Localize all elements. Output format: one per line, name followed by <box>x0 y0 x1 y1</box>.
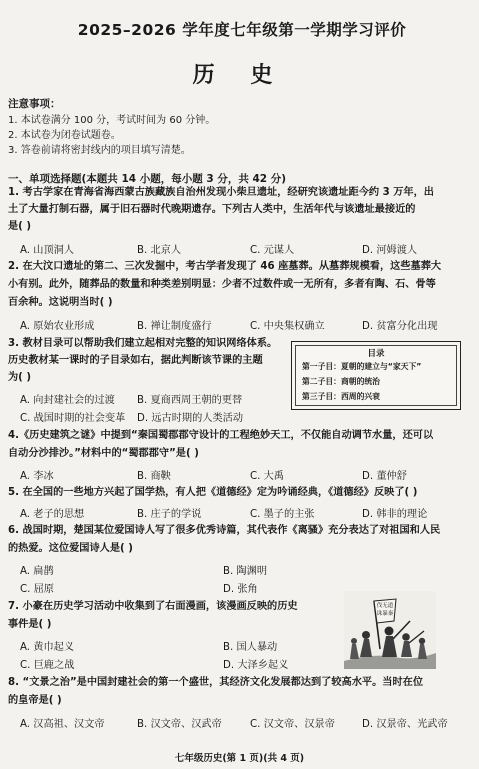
option-d[interactable]: D. 韩非的理论 <box>362 509 428 520</box>
question-text: 5. 在全国的一些地方兴起了国学热，有人把《道德经》定为吟诵经典，《道德经》反映了( ) <box>8 487 418 498</box>
exam-title: 2025–2026 学年度七年级第一学期学习评价 <box>77 21 407 39</box>
option-d[interactable]: D. 贫富分化出现 <box>362 321 438 332</box>
option-c[interactable]: C. 元谋人 <box>250 245 295 256</box>
option-b[interactable]: B. 北京人 <box>137 245 182 256</box>
option-b[interactable]: B. 夏商西周王朝的更替 <box>137 395 243 406</box>
option-b[interactable]: B. 庄子的学说 <box>137 509 202 520</box>
question-text: 百余种。这说明当时( ) <box>8 297 113 308</box>
question-text: 土了大量打制石器，属于旧石器时代晚期遗存。下列古人类中，生活年代与该遗址最接近的 <box>8 204 416 215</box>
option-d[interactable]: D. 汉景帝、光武帝 <box>362 719 448 730</box>
option-c[interactable]: C. 大禹 <box>250 471 284 482</box>
toc-item: 第二子目：商朝的统治 <box>302 377 380 386</box>
page-footer: 七年级历史(第 1 页)(共 4 页) <box>174 753 305 764</box>
question-text: 的热爱。这位爱国诗人是( ) <box>8 543 133 554</box>
question-text: 是( ) <box>8 221 32 232</box>
option-c[interactable]: C. 墨子的主张 <box>250 509 315 520</box>
option-a[interactable]: A. 扁鹊 <box>20 566 54 577</box>
option-a[interactable]: A. 汉高祖、汉文帝 <box>20 719 105 730</box>
option-b[interactable]: B. 陶渊明 <box>223 566 268 577</box>
toc-item: 第一子目：夏朝的建立与“家天下” <box>302 362 422 371</box>
question-text: 为( ) <box>8 372 32 383</box>
question-text: 1. 考古学家在青海省海西蒙古族藏族自治州发现小柴旦遗址，经研究该遗址距今约 3 万年，出 <box>8 187 434 198</box>
option-a[interactable]: A. 山顶洞人 <box>20 245 75 256</box>
note-item: 2. 本试卷为闭卷试题卷。 <box>8 130 121 141</box>
question-text: 6. 战国时期，楚国某位爱国诗人写了很多优秀诗篇，其代表作《离骚》充分表达了对祖国和人民 <box>8 525 441 536</box>
question-text: 小有别。此外，随葬品的数量和种类差别明显：少者不过数件或一无所有，多者有陶、石、骨等 <box>8 279 436 290</box>
toc-item: 第三子目：西周的兴衰 <box>302 392 380 401</box>
option-d[interactable]: D. 大泽乡起义 <box>223 660 289 671</box>
option-a[interactable]: A. 黄巾起义 <box>20 642 75 653</box>
question-text: 事件是( ) <box>8 619 52 630</box>
option-b[interactable]: B. 商鞅 <box>137 471 171 482</box>
option-b[interactable]: B. 汉文帝、汉武帝 <box>137 719 222 730</box>
question-text: 8. “文景之治”是中国封建社会的第一个盛世，其经济文化发展都达到了较高水平。当时在位 <box>8 677 424 688</box>
option-a[interactable]: A. 老子的思想 <box>20 509 85 520</box>
option-d[interactable]: D. 河姆渡人 <box>362 245 418 256</box>
option-b[interactable]: B. 国人暴动 <box>223 642 278 653</box>
option-a[interactable]: A. 李冰 <box>20 471 54 482</box>
question-text: 7. 小豪在历史学习活动中收集到了右面漫画，该漫画反映的历史 <box>8 601 298 612</box>
question-text: 3. 教材目录可以帮助我们建立起相对完整的知识网络体系。 <box>8 338 278 349</box>
toc-inner-border <box>295 345 457 406</box>
note-item: 3. 答卷前请将密封线内的项目填写清楚。 <box>8 145 191 156</box>
option-c[interactable]: C. 中央集权确立 <box>250 321 325 332</box>
option-c[interactable]: C. 战国时期的社会变革 <box>20 413 126 424</box>
table-of-contents-box <box>291 341 461 410</box>
svg-text:诛暴秦: 诛暴秦 <box>376 611 394 617</box>
option-b[interactable]: B. 禅让制度盛行 <box>137 321 212 332</box>
subject-title: 历 史 <box>192 62 287 88</box>
question-text: 历史教材某一课时的子目录如右，据此判断该节课的主题 <box>8 355 263 366</box>
uprising-cartoon-image <box>344 591 436 669</box>
option-c[interactable]: C. 汉文帝、汉景帝 <box>250 719 335 730</box>
question-text: 4.《历史建筑之谜》中提到“秦国蜀郡郡守设计的工程绝妙天工，不仅能自动调节水量，还可以 <box>8 430 434 441</box>
option-a[interactable]: A. 向封建社会的过渡 <box>20 395 115 406</box>
banner-text: 伐无道 <box>376 603 394 609</box>
option-c[interactable]: C. 巨鹿之战 <box>20 660 75 671</box>
option-d[interactable]: D. 董仲舒 <box>362 471 407 482</box>
option-a[interactable]: A. 原始农业形成 <box>20 321 95 332</box>
cartoon-drawing <box>344 591 436 669</box>
option-d[interactable]: D. 远古时期的人类活动 <box>137 413 244 424</box>
notes-heading: 注意事项： <box>8 98 61 110</box>
option-c[interactable]: C. 屈原 <box>20 584 54 595</box>
note-item: 1. 本试卷满分 100 分，考试时间为 60 分钟。 <box>8 115 216 126</box>
toc-title: 目录 <box>367 349 385 359</box>
option-d[interactable]: D. 张角 <box>223 584 258 595</box>
question-text: 自动分沙排沙。”材料中的“蜀郡郡守”是( ) <box>8 448 199 459</box>
question-text: 2. 在大汶口遗址的第二、三次发掘中，考古学者发现了 46 座墓葬。从墓葬规模看，这些墓葬大 <box>8 261 442 272</box>
section-heading: 一、单项选择题(本题共 14 小题，每小题 3 分，共 42 分) <box>8 173 287 185</box>
question-text: 的皇帝是( ) <box>8 695 62 706</box>
